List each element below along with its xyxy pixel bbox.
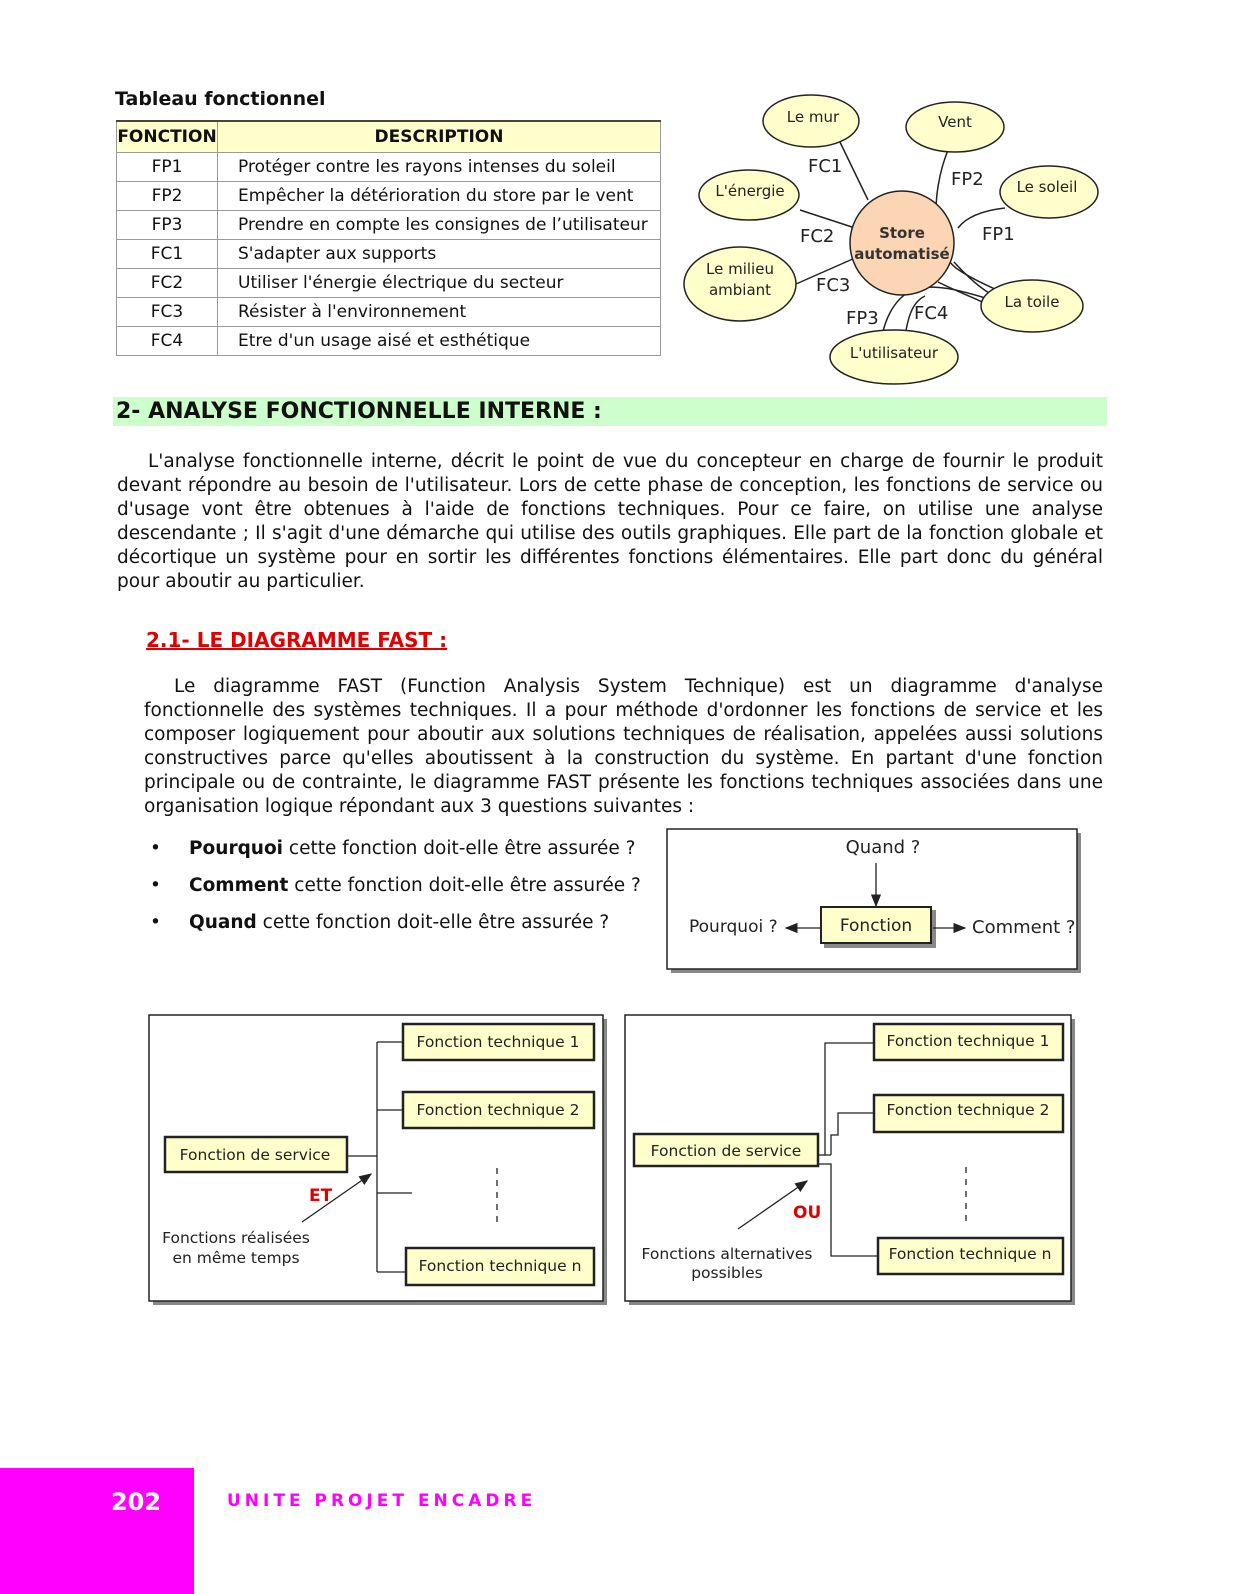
pourquoi-label: Pourquoi ? bbox=[689, 917, 778, 937]
node-soleil-label: Le soleil bbox=[1016, 178, 1078, 196]
label-fc2: FC2 bbox=[800, 226, 835, 247]
fast-paragraph: Le diagramme FAST (Function Analysis System Technique) est un diagramme d'analyse fonctionnelle des systèmes techniques. Il a pour méthode d'ordonner les fonctions de service et les composer logiquement pour aboutir aux solutions techniques de réalisation, appelées aussi solutions constructives parce qu'elles aboutissent à la construction du système. En partant d'une fonction principale ou de contrainte, le diagramme FAST présente les fonctions techniques associées dans une organisation logique répondant aux 3 questions suivantes : bbox=[144, 676, 1103, 817]
et-note-1: Fonctions réalisées bbox=[162, 1229, 310, 1247]
node-vent-label: Vent bbox=[938, 113, 972, 131]
et-tech2-label: Fonction technique 2 bbox=[416, 1101, 580, 1119]
list-item bbox=[150, 875, 641, 912]
et-techn-label: Fonction technique n bbox=[418, 1257, 582, 1275]
link-fc1 bbox=[838, 138, 868, 200]
center-label-2: automatisé bbox=[854, 245, 950, 263]
table-title: Tableau fonctionnel bbox=[115, 88, 326, 110]
section-header: 2- ANALYSE FONCTIONNELLE INTERNE : bbox=[113, 397, 1107, 426]
row-description: Prendre en compte les consignes de l’utilisateur bbox=[218, 211, 661, 240]
question-diagram bbox=[660, 822, 1090, 982]
header-description: DESCRIPTION bbox=[218, 121, 661, 153]
ou-service-label: Fonction de service bbox=[650, 1142, 802, 1160]
bullet-text: cette fonction doit-elle être assurée ? bbox=[288, 875, 641, 896]
row-code: FC2 bbox=[117, 269, 218, 298]
ou-tech2-label: Fonction technique 2 bbox=[886, 1101, 1050, 1119]
intro-paragraph: L'analyse fonctionnelle interne, décrit le point de vue du concepteur en charge de fournir le produit devant répondre au besoin de l'utilisateur. Lors de cette phase de conception, les fonctions de service ou d'usage vont être obtenues à l'aide de fonctions techniques. Pour ce faire, on utilise une analyse descendante ; Il s'agit d'une démarche qui utilise des outils graphiques. Elle part de la fonction globale et décortique un système pour en sortir les différentes fonctions élémentaires. Elle part donc du général pour aboutir au particulier. bbox=[117, 451, 1103, 592]
ou-note-1: Fonctions alternatives bbox=[641, 1245, 813, 1263]
row-description: Protéger contre les rayons intenses du soleil bbox=[218, 153, 661, 182]
node-utilisateur-label: L'utilisateur bbox=[849, 344, 939, 362]
ou-techn-label: Fonction technique n bbox=[888, 1245, 1052, 1263]
row-description: Etre d'un usage aisé et esthétique bbox=[218, 327, 661, 356]
comment-label: Comment ? bbox=[972, 917, 1076, 938]
row-description: Résister à l'environnement bbox=[218, 298, 661, 327]
ou-operator: OU bbox=[793, 1203, 822, 1223]
footer-bar bbox=[0, 1468, 194, 1594]
label-fc3: FC3 bbox=[816, 275, 851, 296]
node-milieu-label-2: ambiant bbox=[708, 281, 772, 299]
et-note-2: en même temps bbox=[172, 1249, 300, 1267]
node-mur-label: Le mur bbox=[786, 108, 840, 126]
page-number: 202 bbox=[110, 1488, 162, 1516]
center-label-1: Store bbox=[879, 224, 925, 242]
row-code: FC4 bbox=[117, 327, 218, 356]
row-description: Empêcher la détérioration du store par le vent bbox=[218, 182, 661, 211]
et-service-label: Fonction de service bbox=[179, 1146, 331, 1164]
label-fp1: FP1 bbox=[982, 224, 1015, 245]
question-list bbox=[150, 838, 641, 949]
pieuvre-diagram bbox=[0, 0, 1240, 400]
label-fc4: FC4 bbox=[914, 303, 949, 324]
fast-ou-diagram bbox=[620, 1010, 1082, 1310]
node-toile-label: La toile bbox=[1004, 293, 1060, 311]
et-tech1-label: Fonction technique 1 bbox=[416, 1033, 580, 1051]
bullet-text: cette fonction doit-elle être assurée ? bbox=[256, 912, 610, 933]
label-fc1: FC1 bbox=[808, 156, 843, 177]
bullet-text: cette fonction doit-elle être assurée ? bbox=[283, 838, 636, 859]
bullet-keyword: Pourquoi bbox=[189, 838, 284, 859]
bullet-keyword: Comment bbox=[189, 875, 289, 896]
row-code: FC1 bbox=[117, 240, 218, 269]
center-store bbox=[850, 191, 954, 295]
ou-note-2: possibles bbox=[691, 1264, 763, 1282]
header-fonction: FONCTION bbox=[117, 121, 218, 153]
list-item bbox=[150, 838, 641, 875]
fast-heading: 2.1- LE DIAGRAMME FAST : bbox=[146, 628, 448, 652]
list-item bbox=[150, 912, 641, 949]
fast-et-diagram bbox=[144, 1010, 614, 1310]
label-fp2: FP2 bbox=[951, 169, 984, 190]
quand-label: Quand ? bbox=[845, 837, 921, 858]
et-operator: ET bbox=[309, 1186, 333, 1206]
label-fp3: FP3 bbox=[846, 308, 879, 329]
row-code: FC3 bbox=[117, 298, 218, 327]
row-code: FP2 bbox=[117, 182, 218, 211]
ou-tech1-label: Fonction technique 1 bbox=[886, 1032, 1050, 1050]
row-description: Utiliser l'énergie électrique du secteur bbox=[218, 269, 661, 298]
row-code: FP1 bbox=[117, 153, 218, 182]
fonction-label: Fonction bbox=[839, 916, 913, 936]
row-code: FP3 bbox=[117, 211, 218, 240]
footer-title: UNITE PROJET ENCADRE bbox=[227, 1491, 537, 1511]
node-energie-label: L'énergie bbox=[715, 182, 785, 200]
row-description: S'adapter aux supports bbox=[218, 240, 661, 269]
node-milieu-label-1: Le milieu bbox=[706, 260, 774, 278]
bullet-keyword: Quand bbox=[189, 912, 257, 933]
